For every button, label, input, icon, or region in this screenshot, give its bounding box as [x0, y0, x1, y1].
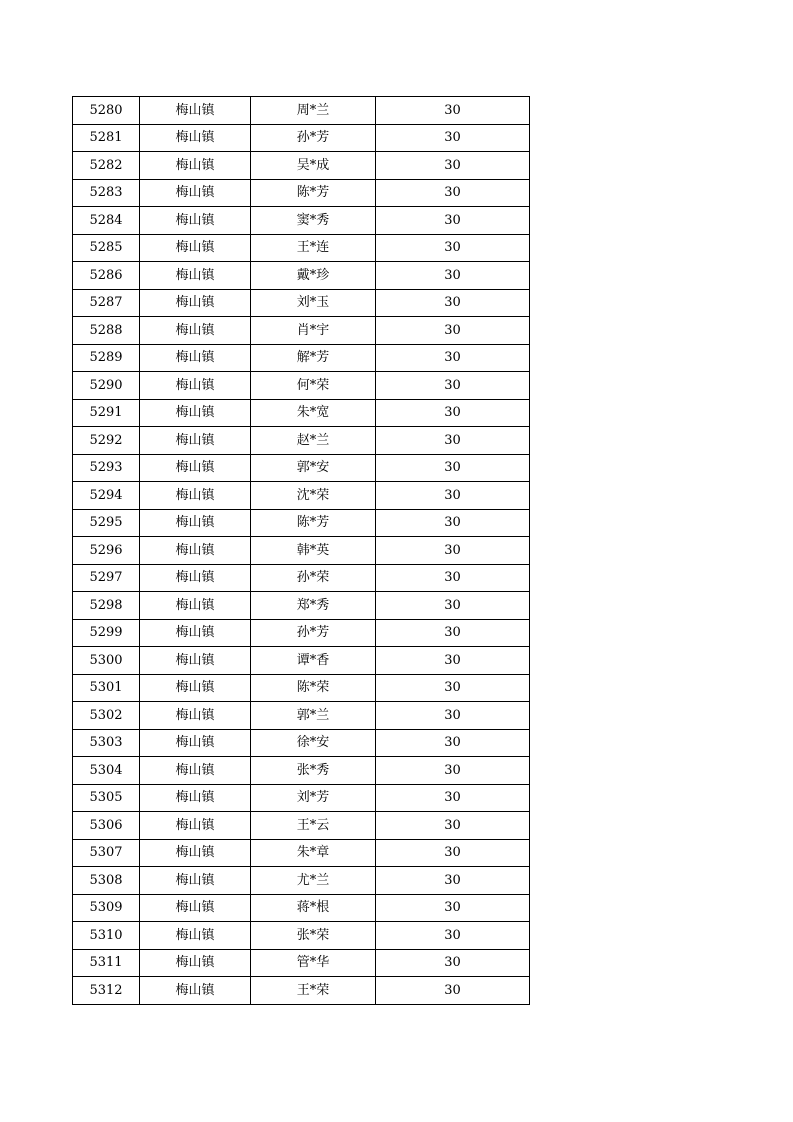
table-row — [73, 179, 530, 207]
row-number-cell: 5283 — [73, 179, 140, 207]
name-cell: 周*兰 — [251, 97, 376, 125]
town-cell: 梅山镇 — [140, 454, 251, 482]
row-number-cell: 5296 — [73, 537, 140, 565]
row-number-cell: 5309 — [73, 894, 140, 922]
table-row — [73, 867, 530, 895]
town-cell: 梅山镇 — [140, 867, 251, 895]
amount-cell: 30 — [376, 317, 530, 345]
row-number-cell: 5287 — [73, 289, 140, 317]
row-number-cell: 5295 — [73, 509, 140, 537]
name-cell: 陈*芳 — [251, 179, 376, 207]
name-cell: 尤*兰 — [251, 867, 376, 895]
row-number-cell: 5303 — [73, 729, 140, 757]
amount-cell: 30 — [376, 234, 530, 262]
town-cell: 梅山镇 — [140, 509, 251, 537]
amount-cell: 30 — [376, 922, 530, 950]
table-row — [73, 564, 530, 592]
amount-cell: 30 — [376, 482, 530, 510]
amount-cell: 30 — [376, 399, 530, 427]
amount-cell: 30 — [376, 977, 530, 1005]
town-cell: 梅山镇 — [140, 949, 251, 977]
table-row — [73, 894, 530, 922]
amount-cell: 30 — [376, 537, 530, 565]
table-row — [73, 949, 530, 977]
amount-cell: 30 — [376, 427, 530, 455]
row-number-cell: 5312 — [73, 977, 140, 1005]
town-cell: 梅山镇 — [140, 427, 251, 455]
amount-cell: 30 — [376, 949, 530, 977]
row-number-cell: 5310 — [73, 922, 140, 950]
name-cell: 郑*秀 — [251, 592, 376, 620]
table-row — [73, 124, 530, 152]
town-cell: 梅山镇 — [140, 922, 251, 950]
town-cell: 梅山镇 — [140, 564, 251, 592]
table-row — [73, 977, 530, 1005]
name-cell: 管*华 — [251, 949, 376, 977]
table-row — [73, 454, 530, 482]
amount-cell: 30 — [376, 619, 530, 647]
name-cell: 窦*秀 — [251, 207, 376, 235]
town-cell: 梅山镇 — [140, 234, 251, 262]
row-number-cell: 5297 — [73, 564, 140, 592]
row-number-cell: 5282 — [73, 152, 140, 180]
row-number-cell: 5307 — [73, 839, 140, 867]
amount-cell: 30 — [376, 729, 530, 757]
row-number-cell: 5293 — [73, 454, 140, 482]
amount-cell: 30 — [376, 207, 530, 235]
row-number-cell: 5308 — [73, 867, 140, 895]
name-cell: 吴*成 — [251, 152, 376, 180]
row-number-cell: 5306 — [73, 812, 140, 840]
name-cell: 朱*宽 — [251, 399, 376, 427]
amount-cell: 30 — [376, 757, 530, 785]
name-cell: 肖*宇 — [251, 317, 376, 345]
table-row — [73, 592, 530, 620]
name-cell: 王*云 — [251, 812, 376, 840]
town-cell: 梅山镇 — [140, 729, 251, 757]
town-cell: 梅山镇 — [140, 977, 251, 1005]
table-row — [73, 262, 530, 290]
name-cell: 朱*章 — [251, 839, 376, 867]
amount-cell: 30 — [376, 647, 530, 675]
row-number-cell: 5291 — [73, 399, 140, 427]
row-number-cell: 5288 — [73, 317, 140, 345]
town-cell: 梅山镇 — [140, 344, 251, 372]
town-cell: 梅山镇 — [140, 372, 251, 400]
name-cell: 戴*珍 — [251, 262, 376, 290]
table-row — [73, 674, 530, 702]
amount-cell: 30 — [376, 262, 530, 290]
table-row — [73, 207, 530, 235]
table-row — [73, 509, 530, 537]
name-cell: 孙*芳 — [251, 124, 376, 152]
row-number-cell: 5285 — [73, 234, 140, 262]
name-cell: 赵*兰 — [251, 427, 376, 455]
row-number-cell: 5311 — [73, 949, 140, 977]
table-row — [73, 152, 530, 180]
name-cell: 张*秀 — [251, 757, 376, 785]
table-row — [73, 784, 530, 812]
amount-cell: 30 — [376, 289, 530, 317]
name-cell: 刘*芳 — [251, 784, 376, 812]
data-table — [72, 96, 530, 1005]
amount-cell: 30 — [376, 179, 530, 207]
name-cell: 韩*英 — [251, 537, 376, 565]
town-cell: 梅山镇 — [140, 179, 251, 207]
town-cell: 梅山镇 — [140, 619, 251, 647]
table-row — [73, 344, 530, 372]
amount-cell: 30 — [376, 124, 530, 152]
amount-cell: 30 — [376, 867, 530, 895]
name-cell: 郭*安 — [251, 454, 376, 482]
table-row — [73, 317, 530, 345]
row-number-cell: 5299 — [73, 619, 140, 647]
town-cell: 梅山镇 — [140, 702, 251, 730]
amount-cell: 30 — [376, 372, 530, 400]
town-cell: 梅山镇 — [140, 97, 251, 125]
table-row — [73, 289, 530, 317]
town-cell: 梅山镇 — [140, 262, 251, 290]
table-row — [73, 757, 530, 785]
table-row — [73, 647, 530, 675]
town-cell: 梅山镇 — [140, 784, 251, 812]
town-cell: 梅山镇 — [140, 894, 251, 922]
table-row — [73, 839, 530, 867]
amount-cell: 30 — [376, 152, 530, 180]
amount-cell: 30 — [376, 702, 530, 730]
town-cell: 梅山镇 — [140, 289, 251, 317]
amount-cell: 30 — [376, 894, 530, 922]
row-number-cell: 5292 — [73, 427, 140, 455]
amount-cell: 30 — [376, 839, 530, 867]
table-row — [73, 234, 530, 262]
name-cell: 何*荣 — [251, 372, 376, 400]
town-cell: 梅山镇 — [140, 399, 251, 427]
amount-cell: 30 — [376, 592, 530, 620]
row-number-cell: 5304 — [73, 757, 140, 785]
row-number-cell: 5302 — [73, 702, 140, 730]
row-number-cell: 5286 — [73, 262, 140, 290]
name-cell: 蒋*根 — [251, 894, 376, 922]
amount-cell: 30 — [376, 674, 530, 702]
name-cell: 解*芳 — [251, 344, 376, 372]
table-row — [73, 427, 530, 455]
amount-cell: 30 — [376, 564, 530, 592]
amount-cell: 30 — [376, 509, 530, 537]
row-number-cell: 5301 — [73, 674, 140, 702]
table-row — [73, 372, 530, 400]
name-cell: 谭*香 — [251, 647, 376, 675]
table-row — [73, 537, 530, 565]
amount-cell: 30 — [376, 812, 530, 840]
row-number-cell: 5281 — [73, 124, 140, 152]
row-number-cell: 5298 — [73, 592, 140, 620]
town-cell: 梅山镇 — [140, 207, 251, 235]
row-number-cell: 5305 — [73, 784, 140, 812]
town-cell: 梅山镇 — [140, 592, 251, 620]
name-cell: 孙*荣 — [251, 564, 376, 592]
amount-cell: 30 — [376, 784, 530, 812]
amount-cell: 30 — [376, 454, 530, 482]
name-cell: 刘*玉 — [251, 289, 376, 317]
town-cell: 梅山镇 — [140, 482, 251, 510]
row-number-cell: 5300 — [73, 647, 140, 675]
name-cell: 孙*芳 — [251, 619, 376, 647]
table-row — [73, 619, 530, 647]
table-body — [73, 97, 530, 1005]
row-number-cell: 5284 — [73, 207, 140, 235]
name-cell: 郭*兰 — [251, 702, 376, 730]
name-cell: 王*荣 — [251, 977, 376, 1005]
town-cell: 梅山镇 — [140, 124, 251, 152]
amount-cell: 30 — [376, 97, 530, 125]
town-cell: 梅山镇 — [140, 757, 251, 785]
table-row — [73, 482, 530, 510]
row-number-cell: 5289 — [73, 344, 140, 372]
table-row — [73, 702, 530, 730]
row-number-cell: 5290 — [73, 372, 140, 400]
town-cell: 梅山镇 — [140, 537, 251, 565]
town-cell: 梅山镇 — [140, 647, 251, 675]
row-number-cell: 5280 — [73, 97, 140, 125]
amount-cell: 30 — [376, 344, 530, 372]
table-row — [73, 399, 530, 427]
town-cell: 梅山镇 — [140, 839, 251, 867]
name-cell: 徐*安 — [251, 729, 376, 757]
town-cell: 梅山镇 — [140, 152, 251, 180]
table-row — [73, 729, 530, 757]
name-cell: 张*荣 — [251, 922, 376, 950]
name-cell: 沈*荣 — [251, 482, 376, 510]
town-cell: 梅山镇 — [140, 317, 251, 345]
table-row — [73, 922, 530, 950]
name-cell: 王*连 — [251, 234, 376, 262]
name-cell: 陈*芳 — [251, 509, 376, 537]
table-row — [73, 812, 530, 840]
name-cell: 陈*荣 — [251, 674, 376, 702]
town-cell: 梅山镇 — [140, 674, 251, 702]
table-row — [73, 97, 530, 125]
row-number-cell: 5294 — [73, 482, 140, 510]
town-cell: 梅山镇 — [140, 812, 251, 840]
